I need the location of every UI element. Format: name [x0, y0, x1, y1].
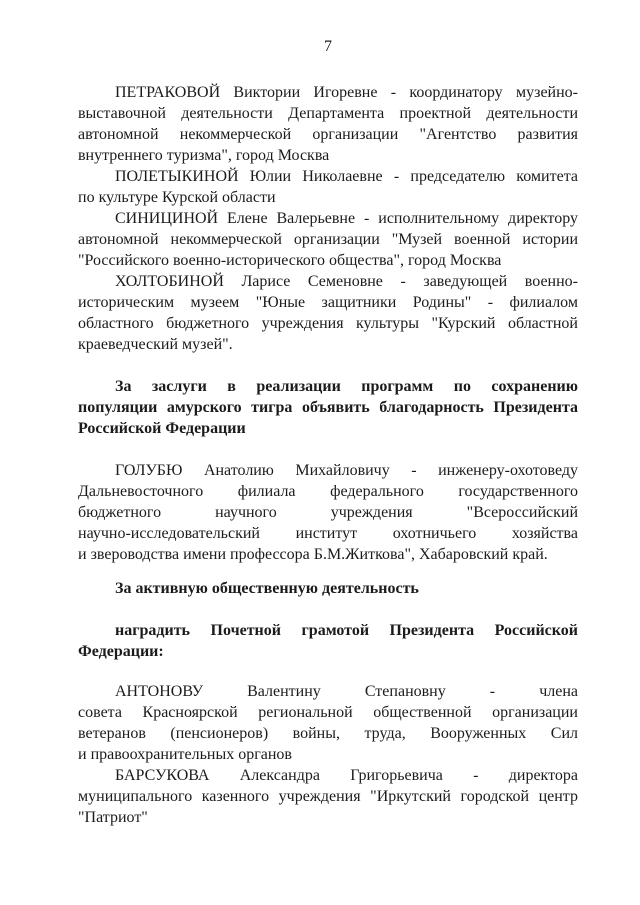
document-paragraph — [78, 82, 578, 166]
text-line: БАРСУКОВА Александра Григорьевича - директора — [115, 767, 578, 784]
text-line: ХОЛТОБИНОЙ Ларисе Семеновне - заведующей военно- — [115, 273, 578, 290]
text-line: Федерации: — [78, 643, 164, 660]
page-number: 7 — [324, 38, 332, 55]
document-paragraph — [78, 271, 578, 355]
text-line: За заслуги в реализации программ по сохранению — [115, 378, 578, 395]
text-line: по культуре Курской области — [78, 189, 276, 206]
text-line: и правоохранительных органов — [78, 746, 292, 763]
text-line: АНТОНОВУ Валентину Степановну - члена — [115, 683, 578, 700]
text-line: наградить Почетной грамотой Президента Российской — [115, 622, 578, 639]
document-heading — [78, 376, 578, 439]
text-line: областного бюджетного учреждения культуры "Курский областной — [78, 315, 578, 332]
text-line: внутреннего туризма", город Москва — [78, 147, 330, 164]
text-line: ПЕТРАКОВОЙ Виктории Игоревне - координатору музейно- — [115, 84, 578, 101]
text-line: и звероводства имени профессора Б.М.Житкова", Хабаровский край. — [78, 546, 548, 563]
text-line: Российской Федерации — [78, 420, 246, 437]
text-line: выставочной деятельности Департамента проектной деятельности — [78, 105, 578, 122]
text-line: автономной некоммерческой организации "Агентство развития — [78, 126, 578, 143]
text-line: популяции амурского тигра объявить благодарность Президента — [78, 399, 578, 416]
text-line: муниципального казенного учреждения "Иркутский городской центр — [78, 788, 578, 805]
text-line: Дальневосточного филиала федерального государственного — [78, 483, 578, 500]
document-paragraph — [78, 208, 578, 271]
document-paragraph — [78, 681, 578, 765]
document-paragraph — [78, 765, 578, 828]
text-line: ветеранов (пенсионеров) войны, труда, Вооруженных Сил — [78, 725, 578, 742]
document-heading — [78, 578, 578, 599]
text-line: СИНИЦИНОЙ Елене Валерьевне - исполнительному директору — [115, 210, 578, 227]
text-line: историческим музеем "Юные защитники Родины" - филиалом — [78, 294, 578, 311]
text-line: бюджетного научного учреждения "Всероссийский — [78, 504, 578, 521]
document-body — [78, 82, 578, 828]
text-line: ПОЛЕТЫКИНОЙ Юлии Николаевне - председателю комитета — [115, 168, 578, 185]
document-paragraph — [78, 166, 578, 208]
document-paragraph — [78, 460, 578, 565]
text-line: краеведческий музей". — [78, 336, 233, 353]
text-line: совета Красноярской региональной общественной организации — [78, 704, 578, 721]
text-line: За активную общественную деятельность — [115, 580, 419, 597]
text-line: "Патриот" — [78, 809, 148, 826]
document-heading — [78, 620, 578, 662]
text-line: "Российского военно-исторического общества", город Москва — [78, 252, 502, 269]
text-line: ГОЛУБЮ Анатолию Михайловичу - инженеру-охотоведу — [115, 462, 578, 479]
text-line: автономной некоммерческой организации "Музей военной истории — [78, 231, 578, 248]
text-line: научно-исследовательский институт охотничьего хозяйства — [78, 525, 578, 542]
